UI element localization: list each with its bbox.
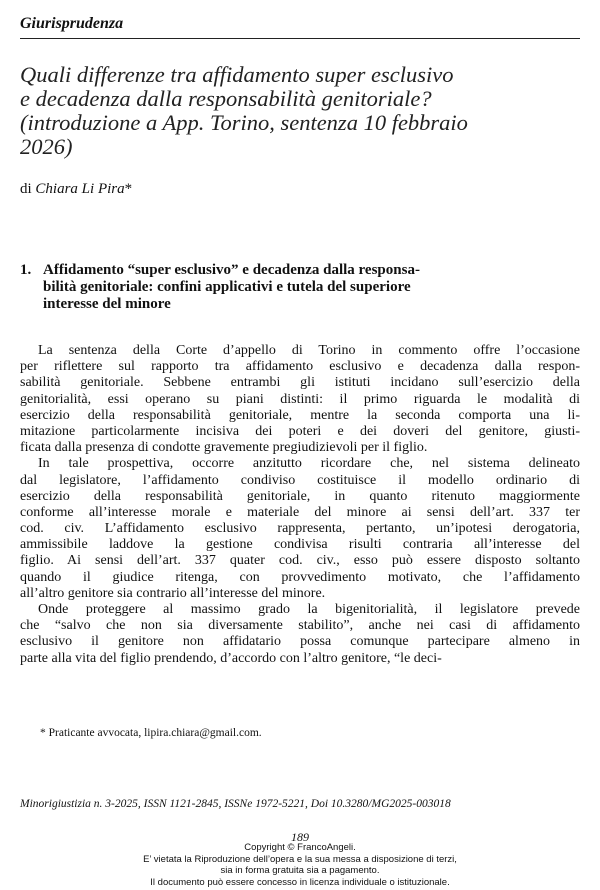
- section-header: [20, 12, 580, 39]
- copyright-notice: [0, 842, 600, 888]
- body-line: cod. civ. L’affidamento esclusivo rappresenta, pertanto, un’ipotesi derogatoria,: [20, 521, 580, 537]
- body-line: Onde proteggere al massimo grado la bigenitorialità, il legislatore prevede: [38, 602, 580, 617]
- body-line: La sentenza della Corte d’appello di Torino in commento offre l’occasione: [38, 343, 580, 358]
- title-line: e decadenza dalla responsabilità genitoriale?: [20, 86, 432, 111]
- author-name: Chiara Li Pira: [35, 181, 125, 197]
- copyright-line: Il documento può essere concesso in licenza individuale o istituzionale.: [150, 876, 450, 888]
- body-line: esercizio della responsabilità genitoriale, mentre la seconda comporta una li-: [20, 407, 580, 423]
- body-line: esercizio della responsabilità genitoriale, in quanto ritenuto maggiormente: [20, 488, 580, 504]
- body-line: ficata dalla presenza di condotte gravemente pregiudizievoli per il figlio.: [20, 440, 428, 456]
- article-title: [20, 63, 580, 159]
- body-line: sabilità genitoriale. Sebbene entrambi gli istituti incidano sull’esercizio della: [20, 375, 580, 391]
- copyright-line: sia in forma gratuita sia a pagamento.: [220, 865, 380, 876]
- journal-citation: Minorigiustizia n. 3-2025, ISSN 1121-2845, ISSNe 1972-5221, Doi 10.3280/MG2025-003018: [20, 798, 451, 810]
- body-line: genitorialità, essi operano su piani distinti: il primo riguarda le modalità di: [20, 391, 580, 407]
- section-title: Giurisprudenza: [20, 15, 124, 32]
- title-line: 2026): [20, 134, 73, 159]
- body-line: ammissibile laddove la gestione condivisa risulti contraria all’interesse del: [20, 537, 580, 553]
- body-line: conforme all’interesse morale e materiale del minore ai sensi dell’art. 337 ter: [20, 504, 580, 520]
- body-line: che “salvo che non sia diversamente stabilito”, anche nei casi di affidamento: [20, 618, 580, 634]
- section-heading-line: interesse del minore: [43, 296, 171, 312]
- body-text: [20, 343, 580, 667]
- footnote: * Praticante avvocata, lipira.chiara@gmail.com.: [40, 727, 262, 739]
- byline-prefix: di: [20, 181, 32, 197]
- copyright-line: Copyright © FrancoAngeli.: [244, 842, 356, 853]
- body-line: quando il giudice ritenga, con provvedimento motivato, che l’affidamento: [20, 569, 580, 585]
- section-number: 1.: [20, 262, 32, 278]
- body-line: all’altro genitore sia contrario all’interesse del minore.: [20, 585, 326, 601]
- body-line: mitazione particolarmente incisiva dei poteri e dei doveri del genitore, giusti-: [20, 423, 580, 439]
- page-number: 189: [291, 830, 309, 844]
- byline: [20, 180, 132, 198]
- copyright-line: E’ vietata la Riproduzione dell’opera e la sua messa a disposizione di terzi,: [143, 853, 457, 865]
- body-line: dal legislatore, l’affidamento condiviso costituisce il modello ordinario di: [20, 472, 580, 488]
- section-heading-line: bilità genitoriale: confini applicativi e tutela del superiore: [43, 279, 411, 295]
- footnote-mark: *: [124, 181, 133, 197]
- body-line: parte alla vita del figlio prendendo, d’accordo con l’altro genitore, “le deci-: [20, 650, 442, 666]
- title-line: (introduzione a App. Torino, sentenza 10 febbraio: [20, 110, 468, 135]
- body-line: esclusivo il genitore non affidatario possa comunque partecipare almeno in: [20, 634, 580, 650]
- body-line: In tale prospettiva, occorre anzitutto ricordare che, nel sistema delineato: [38, 456, 580, 472]
- body-line: figlio. Ai sensi dell’art. 337 quater cod. civ., esso può essere disposto soltanto: [20, 553, 580, 569]
- body-line: per riflettere sul rapporto tra affidamento esclusivo e decadenza dalla respon-: [20, 359, 580, 375]
- section-heading: [20, 262, 580, 313]
- title-line: Quali differenze tra affidamento super esclusivo: [20, 62, 454, 87]
- section-heading-line: Affidamento “super esclusivo” e decadenza dalla responsa-: [43, 262, 420, 278]
